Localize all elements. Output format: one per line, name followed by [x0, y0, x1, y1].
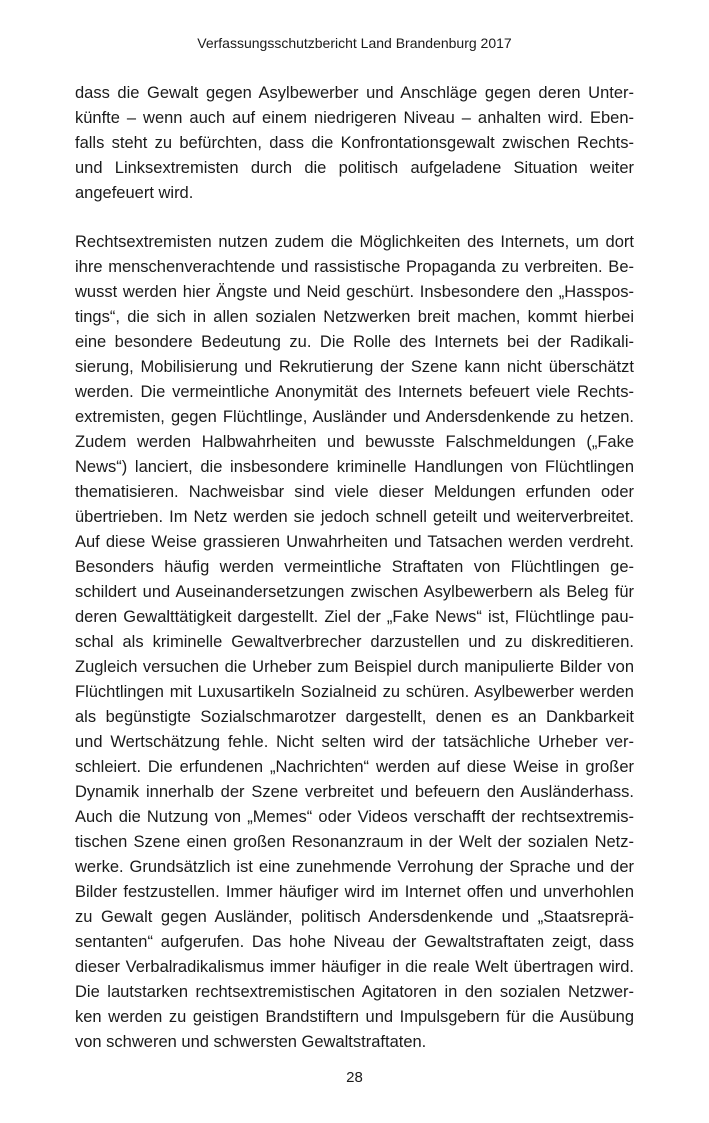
text-line: ken werden zu geistigen Brandstiftern und Impulsgebern für die Ausübung — [75, 1008, 634, 1026]
text-line: künfte – wenn auch auf einem niedrigeren Niveau – anhalten wird. Eben- — [75, 109, 634, 127]
text-line: dieser Verbalradikalismus immer häufiger in die reale Welt übertragen wird. — [75, 958, 634, 976]
text-line: wusst werden hier Ängste und Neid geschürt. Insbesondere den „Hasspos- — [75, 283, 634, 301]
text-line: zu Gewalt gegen Ausländer, politisch Andersdenkende und „Staatsreprä- — [75, 908, 634, 926]
text-line: und Wertschätzung fehle. Nicht selten wird der tatsächliche Urheber ver- — [75, 733, 634, 751]
text-line: Auf diese Weise grassieren Unwahrheiten und Tatsachen werden verdreht. — [75, 533, 634, 551]
text-line: werke. Grundsätzlich ist eine zunehmende Verrohung der Sprache und der — [75, 858, 634, 876]
text-line: falls steht zu befürchten, dass die Konfrontationsgewalt zwischen Rechts- — [75, 134, 634, 152]
text-line: Die lautstarken rechtsextremistischen Agitatoren in den sozialen Netzwer- — [75, 983, 634, 1001]
text-line: Auch die Nutzung von „Memes“ oder Videos verschafft der rechtsextremis- — [75, 808, 634, 826]
text-line: tischen Szene einen großen Resonanzraum in der Welt der sozialen Netz- — [75, 833, 634, 851]
text-line: thematisieren. Nachweisbar sind viele dieser Meldungen erfunden oder — [75, 483, 634, 501]
text-line: übertrieben. Im Netz werden sie jedoch schnell geteilt und weiterverbreitet. — [75, 508, 634, 526]
text-line: schleiert. Die erfundenen „Nachrichten“ werden auf diese Weise in großer — [75, 758, 634, 776]
text-line: schal als kriminelle Gewaltverbrecher darzustellen und zu diskreditieren. — [75, 633, 634, 651]
text-line: deren Gewalttätigkeit dargestellt. Ziel der „Fake News“ ist, Flüchtlinge pau- — [75, 608, 634, 626]
text-line: sierung, Mobilisierung und Rekrutierung der Szene kann nicht überschätzt — [75, 358, 634, 376]
text-line: sentanten“ aufgerufen. Das hohe Niveau der Gewaltstraftaten zeigt, dass — [75, 933, 634, 951]
text-line: Zudem werden Halbwahrheiten und bewusste Falschmeldungen („Fake — [75, 433, 634, 451]
text-line: angefeuert wird. — [75, 184, 194, 202]
text-line: Bilder festzustellen. Immer häufiger wird im Internet offen und unverhohlen — [75, 883, 634, 901]
text-line: Rechtsextremisten nutzen zudem die Möglichkeiten des Internets, um dort — [75, 233, 634, 251]
page-number: 28 — [346, 1069, 363, 1086]
text-line: News“) lanciert, die insbesondere kriminelle Handlungen von Flüchtlingen — [75, 458, 634, 476]
paragraph — [75, 230, 634, 1055]
text-line: Dynamik innerhalb der Szene verbreitet und befeuern den Ausländerhass. — [75, 783, 634, 801]
text-line: dass die Gewalt gegen Asylbewerber und Anschläge gegen deren Unter- — [75, 84, 634, 102]
text-line: und Linksextremisten durch die politisch aufgeladene Situation weiter — [75, 159, 634, 177]
paragraph — [75, 81, 634, 206]
text-line: Besonders häufig werden vermeintliche Straftaten von Flüchtlingen ge- — [75, 558, 634, 576]
text-line: schildert und Auseinandersetzungen zwischen Asylbewerbern als Beleg für — [75, 583, 634, 601]
text-line: tings“, die sich in allen sozialen Netzwerken breit machen, kommt hierbei — [75, 308, 634, 326]
text-line: Zugleich versuchen die Urheber zum Beispiel durch manipulierte Bilder von — [75, 658, 634, 676]
text-line: als begünstigte Sozialschmarotzer dargestellt, denen es an Dankbarkeit — [75, 708, 634, 726]
text-line: extremisten, gegen Flüchtlinge, Ausländer und Andersdenkende zu hetzen. — [75, 408, 634, 426]
text-line: ihre menschenverachtende und rassistische Propaganda zu verbreiten. Be- — [75, 258, 634, 276]
text-line: werden. Die vermeintliche Anonymität des Internets befeuert viele Rechts- — [75, 383, 634, 401]
text-line: eine besondere Bedeutung zu. Die Rolle des Internets bei der Radikali- — [75, 333, 634, 351]
text-line: Flüchtlingen mit Luxusartikeln Sozialneid zu schüren. Asylbewerber werden — [75, 683, 634, 701]
text-line: von schweren und schwersten Gewaltstraftaten. — [75, 1033, 427, 1051]
running-header: Verfassungsschutzbericht Land Brandenburg 2017 — [197, 35, 512, 51]
body-text — [75, 81, 634, 1055]
